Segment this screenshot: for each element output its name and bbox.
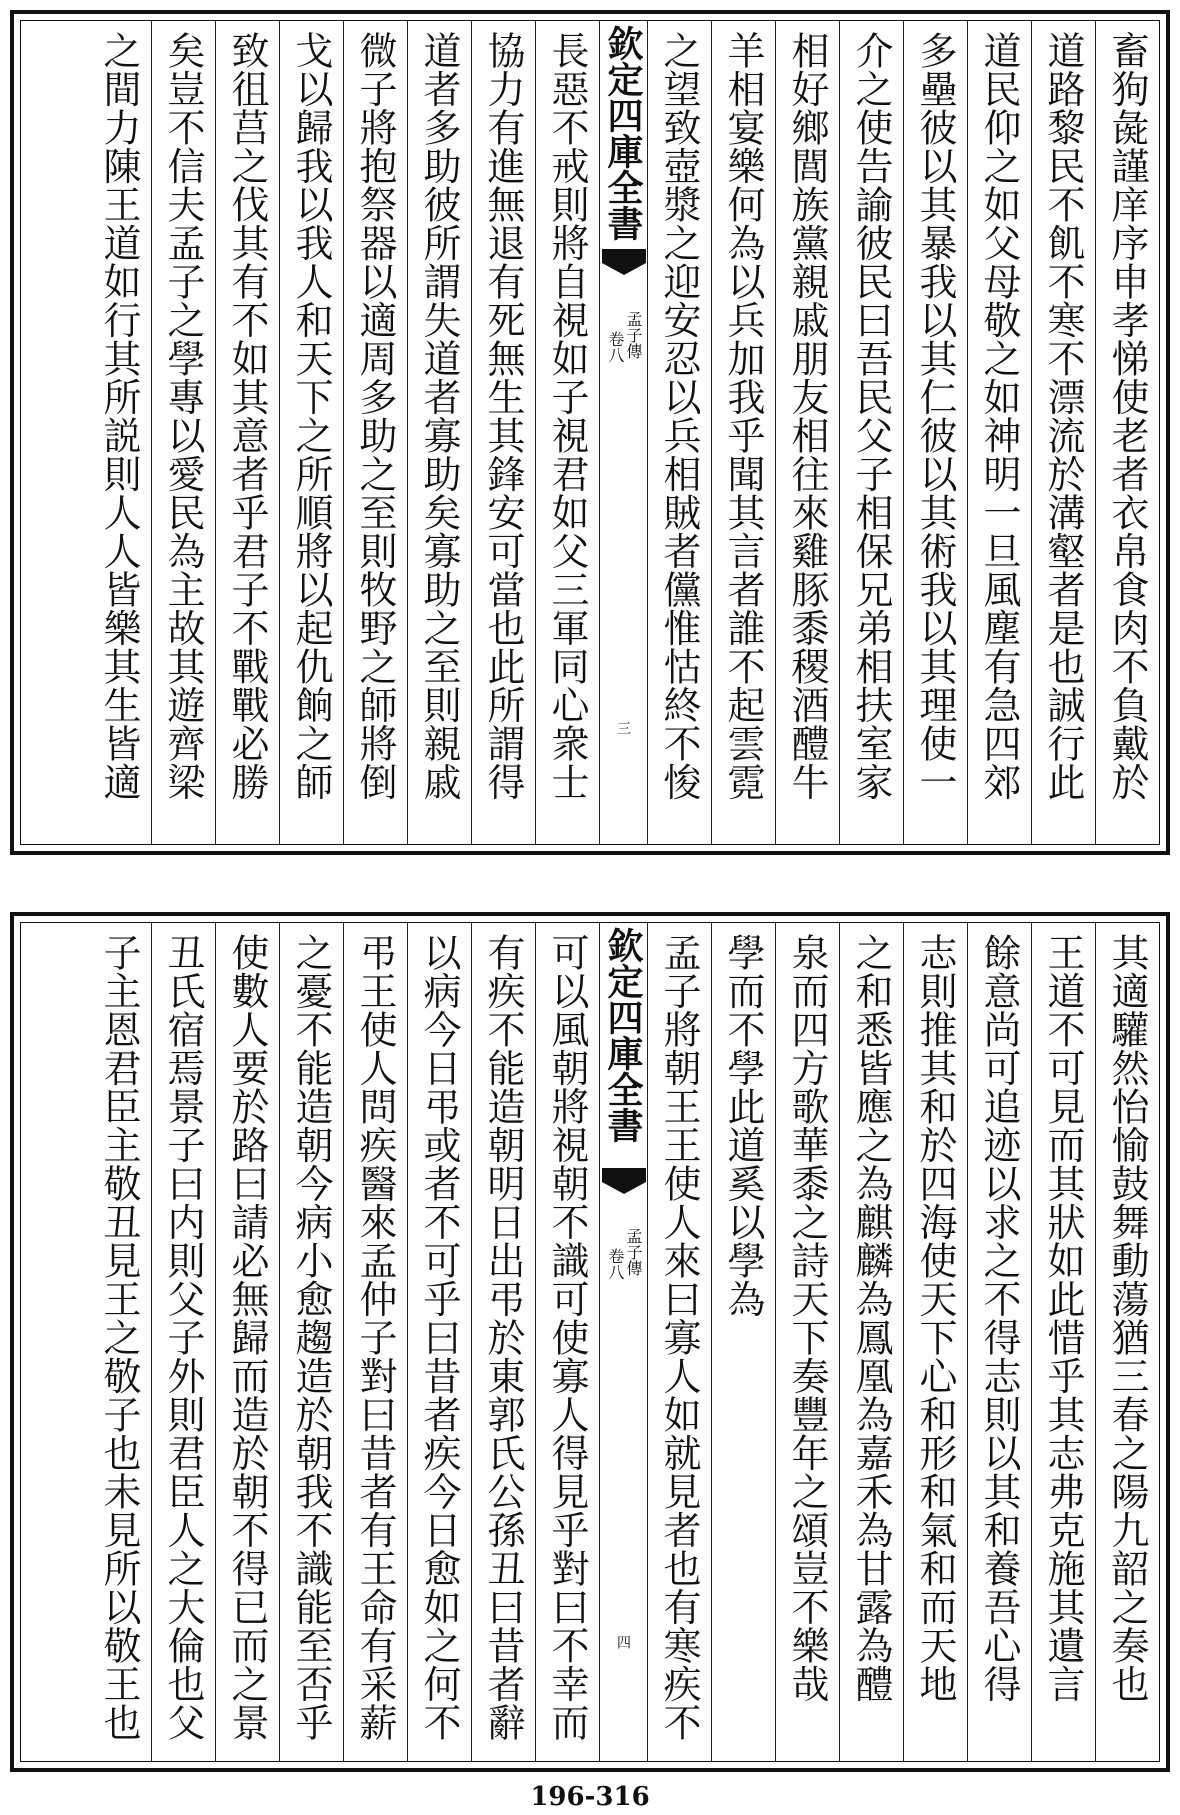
text-column: 弔王使人問疾醫來孟仲子對曰昔者有王命有采薪	[343, 923, 407, 1761]
text-column: 長惡不戒則將自視如子視君如父三軍同心衆士	[535, 21, 599, 844]
text-column: 其適驩然怡愉鼓舞動蕩猶三春之陽九韶之奏也	[1095, 923, 1159, 1761]
text-column: 可以風朝將視朝不識可使寡人得見乎對曰不幸而	[535, 923, 599, 1761]
text-column: 以病今日弔或者不可乎曰昔者疾今日愈如之何不	[407, 923, 471, 1761]
text-column: 孟子將朝王王使人來曰寡人如就見者也有寒疾不	[647, 923, 711, 1761]
text-column: 微子將抱祭器以適周多助之至則牧野之師將倒	[343, 21, 407, 844]
text-column: 道路黎民不飢不寒不漂流於溝壑者是也誠行此	[1031, 21, 1095, 844]
text-column: 道民仰之如父母敬之如神明一旦風塵有急四郊	[967, 21, 1031, 844]
text-column: 泉而四方歌華黍之詩天下奏豐年之頌豈不樂哉	[775, 923, 839, 1761]
top-page	[10, 10, 1170, 855]
text-column: 志則推其和於四海使天下心和形和氣和而天地	[903, 923, 967, 1761]
text-column: 學而不學此道奚以學為	[711, 923, 775, 1761]
text-column: 餘意尚可追迹以求之不得志則以其和養吾心得	[967, 923, 1031, 1761]
text-column: 相好鄉閭族黨親戚朋友相往來雞豚黍稷酒醴牛	[775, 21, 839, 844]
center-gutter	[599, 21, 647, 844]
text-column: 畜狗彘謹庠序申孝悌使老者衣帛食肉不負戴於	[1095, 21, 1159, 844]
text-column: 王道不可見而其狀如此惜乎其志弗克施其遺言	[1031, 923, 1095, 1761]
text-column: 之和悉皆應之為麒麟為鳳凰為嘉禾為甘露為醴	[839, 923, 903, 1761]
gutter-title: 欽定四庫全書	[602, 927, 644, 1143]
gutter-book-title: 孟子傳	[624, 1228, 643, 1276]
text-column: 羊相宴樂何為以兵加我乎聞其言者誰不起雲霓	[711, 21, 775, 844]
gutter-volume: 卷八	[606, 331, 625, 363]
text-column: 矣豈不信夫孟子之學專以愛民為主故其遊齊梁	[151, 21, 215, 844]
text-column: 子主恩君臣主敬丑見王之敬子也未見所以敬王也	[97, 933, 141, 1742]
text-column: 協力有進無退有死無生其鋒安可當也此所謂得	[471, 21, 535, 844]
top-page-columns	[21, 21, 1159, 844]
text-column: 之間力陳王道如行其所説則人人皆樂其生皆適	[97, 31, 141, 801]
text-column: 丑氏宿焉景子曰内則父子外則君臣人之大倫也父	[151, 923, 215, 1761]
text-column: 道者多助彼所謂失道者寡助矣寡助之至則親戚	[407, 21, 471, 844]
gutter-volume: 卷八	[606, 1248, 625, 1280]
center-gutter	[599, 923, 647, 1761]
text-column: 致徂莒之伐其有不如其意者乎君子不戰戰必勝	[215, 21, 279, 844]
gutter-leaf-number: 三	[615, 721, 631, 735]
gutter-title: 欽定四庫全書	[602, 25, 644, 241]
text-column: 介之使告諭彼民曰吾民父子相保兄弟相扶室家	[839, 21, 903, 844]
text-column: 之望致壺漿之迎安忍以兵相賊者儻惟怙終不悛	[647, 21, 711, 844]
top-page-frame	[20, 20, 1160, 845]
page-number: 196-316	[530, 1782, 650, 1812]
bottom-page	[10, 912, 1170, 1772]
text-column: 有疾不能造朝明日出弔於東郭氏公孫丑曰昔者辭	[471, 923, 535, 1761]
gutter-leaf-number: 四	[615, 1635, 631, 1649]
text-column: 使數人要於路曰請必無歸而造於朝不得已而之景	[215, 923, 279, 1761]
text-column: 多壘彼以其暴我以其仁彼以其術我以其理使一	[903, 21, 967, 844]
fish-tail-icon	[602, 1168, 646, 1212]
gutter-book-title: 孟子傳	[624, 311, 643, 359]
text-column: 戈以歸我以我人和天下之所順將以起仇餉之師	[279, 21, 343, 844]
fish-tail-icon	[602, 249, 646, 293]
bottom-page-columns	[21, 923, 1159, 1761]
text-column: 之憂不能造朝今病小愈趨造於朝我不識能至否乎	[279, 923, 343, 1761]
bottom-page-frame	[20, 922, 1160, 1762]
